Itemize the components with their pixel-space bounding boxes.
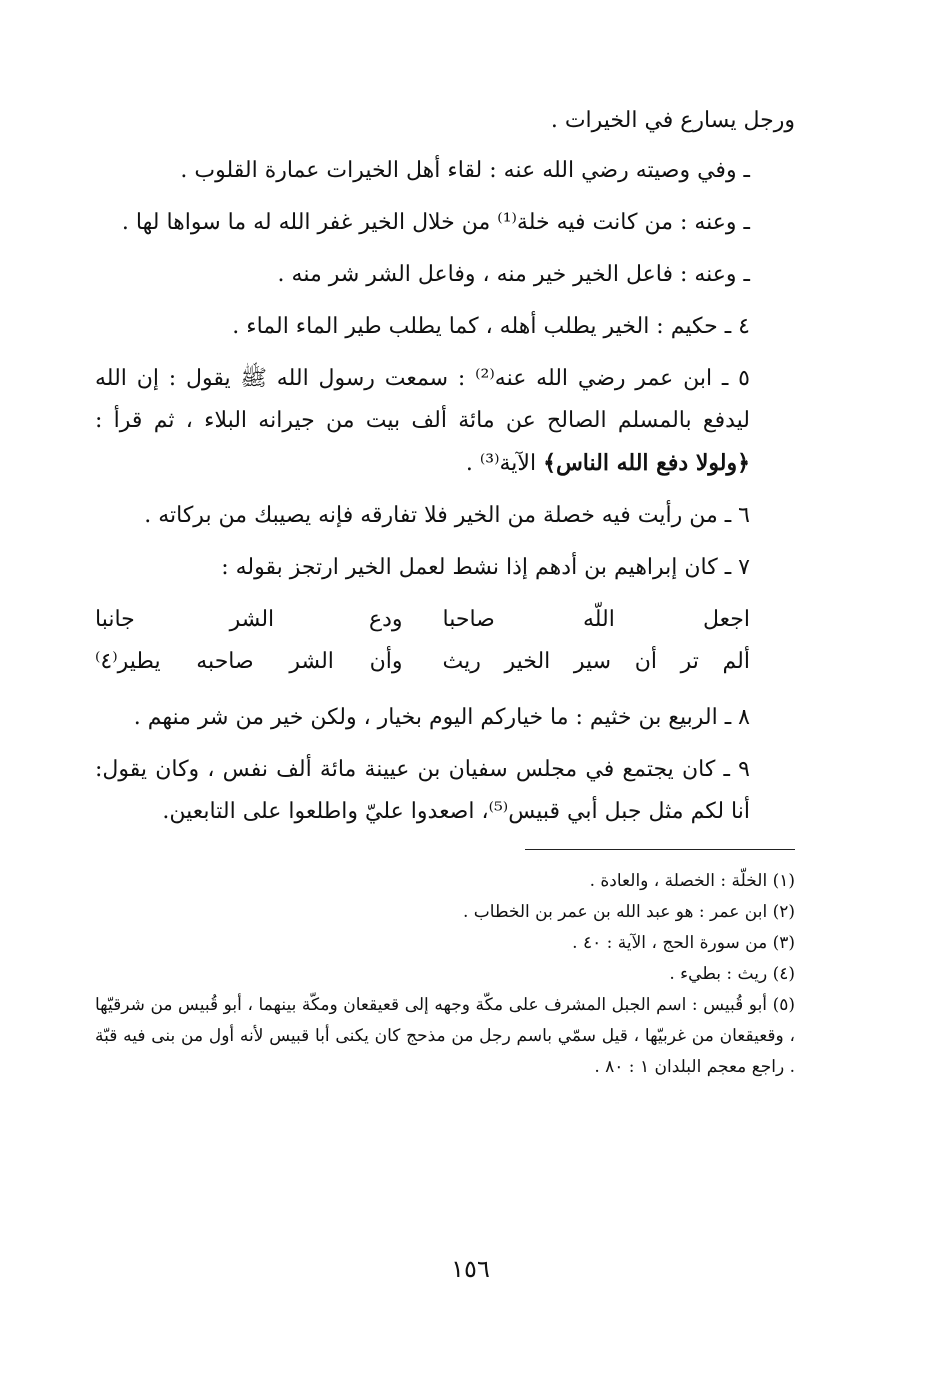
paragraph-item-7: ٧ ـ كان إبراهيم بن أدهم إذا نشط لعمل الخير ارتجز بقوله :: [221, 555, 750, 580]
paragraph-continuation: ورجل يسارع في الخيرات .: [550, 108, 795, 133]
footnote-2: (٢) ابن عمر : هو عبد الله بن عمر بن الخطاب .: [462, 902, 795, 922]
item-5-tail: الآية⁽³⁾ .: [465, 451, 544, 476]
paragraph-faail-alkhair: ـ وعنه : فاعل الخير خير منه ، وفاعل الشر شر منه .: [277, 262, 750, 287]
quran-quote: ﴿ولولا دفع الله الناس﴾: [543, 450, 750, 476]
footnote-3: (٣) من سورة الحج ، الآية : ٤٠ .: [572, 933, 795, 953]
paragraph-khulla: ـ وعنه : من كانت فيه خلة⁽¹⁾ من خلال الخير غفر الله له ما سواها لها .: [121, 210, 750, 235]
footnote-5: (٥) أبو قُبيس : اسم الجبل المشرف على مكّة وجهه إلى قعيقعان ومكّة بينهما ، أبو قُبيس من شرقيّها ، وقعيقعان من غربيّها ، قيل سمّي باسم رجل من مذحج كان يكنى أبا قبيس لأنه أول من بنى فيه قبّة . راجع معجم البلدان ١ : ٨٠ .: [95, 995, 795, 1077]
item-5-text: ٥ ـ ابن عمر رضي الله عنه⁽²⁾ : سمعت رسول الله ﷺ يقول : إن الله ليدفع بالمسلم الصالح عن مائة ألف بيت من جيرانه البلاء ، ثم قرأ :: [95, 366, 750, 433]
footnote-separator: [525, 849, 795, 850]
paragraph-item-4: ٤ ـ حكيم : الخير يطلب أهله ، كما يطلب طير الماء الماء .: [232, 314, 750, 339]
poem-line-2-second-hemistich: وأن الشر صاحبه يطير⁽٤⁾: [95, 649, 403, 674]
poem-line-1-first-hemistich: اجعل اللّه صاحبا: [442, 607, 750, 632]
page-number: ١٥٦: [451, 1255, 490, 1283]
poem: [95, 599, 795, 683]
poem-line-1-second-hemistich: ودع الشر جانبا: [95, 607, 403, 632]
paragraph-item-8: ٨ ـ الربيع بن خثيم : ما خياركم اليوم بخيار ، ولكن خير من شر منهم .: [133, 705, 750, 730]
footnote-1: (١) الخلّة : الخصلة ، والعادة .: [589, 871, 795, 891]
paragraph-item-6: ٦ ـ من رأيت فيه خصلة من الخير فلا تفارقه فإنه يصيبك من بركاته .: [144, 503, 750, 528]
footnotes: [95, 866, 795, 1083]
page-body: [95, 100, 795, 1083]
paragraph-item-5: [95, 358, 795, 485]
paragraph-wasiyya: ـ وفي وصيته رضي الله عنه : لقاء أهل الخيرات عمارة القلوب .: [180, 158, 750, 183]
poem-line-2-first-hemistich: ألم تر أن سير الخير ريث: [442, 649, 750, 674]
footnote-4: (٤) ريث : بطيء .: [669, 964, 795, 984]
paragraph-item-9: ٩ ـ كان يجتمع في مجلس سفيان بن عيينة مائة ألف نفس ، وكان يقول: أنا لكم مثل جبل أبي قبيس⁽⁵⁾، اصعدوا عليّ واطلعوا على التابعين.: [95, 757, 750, 824]
